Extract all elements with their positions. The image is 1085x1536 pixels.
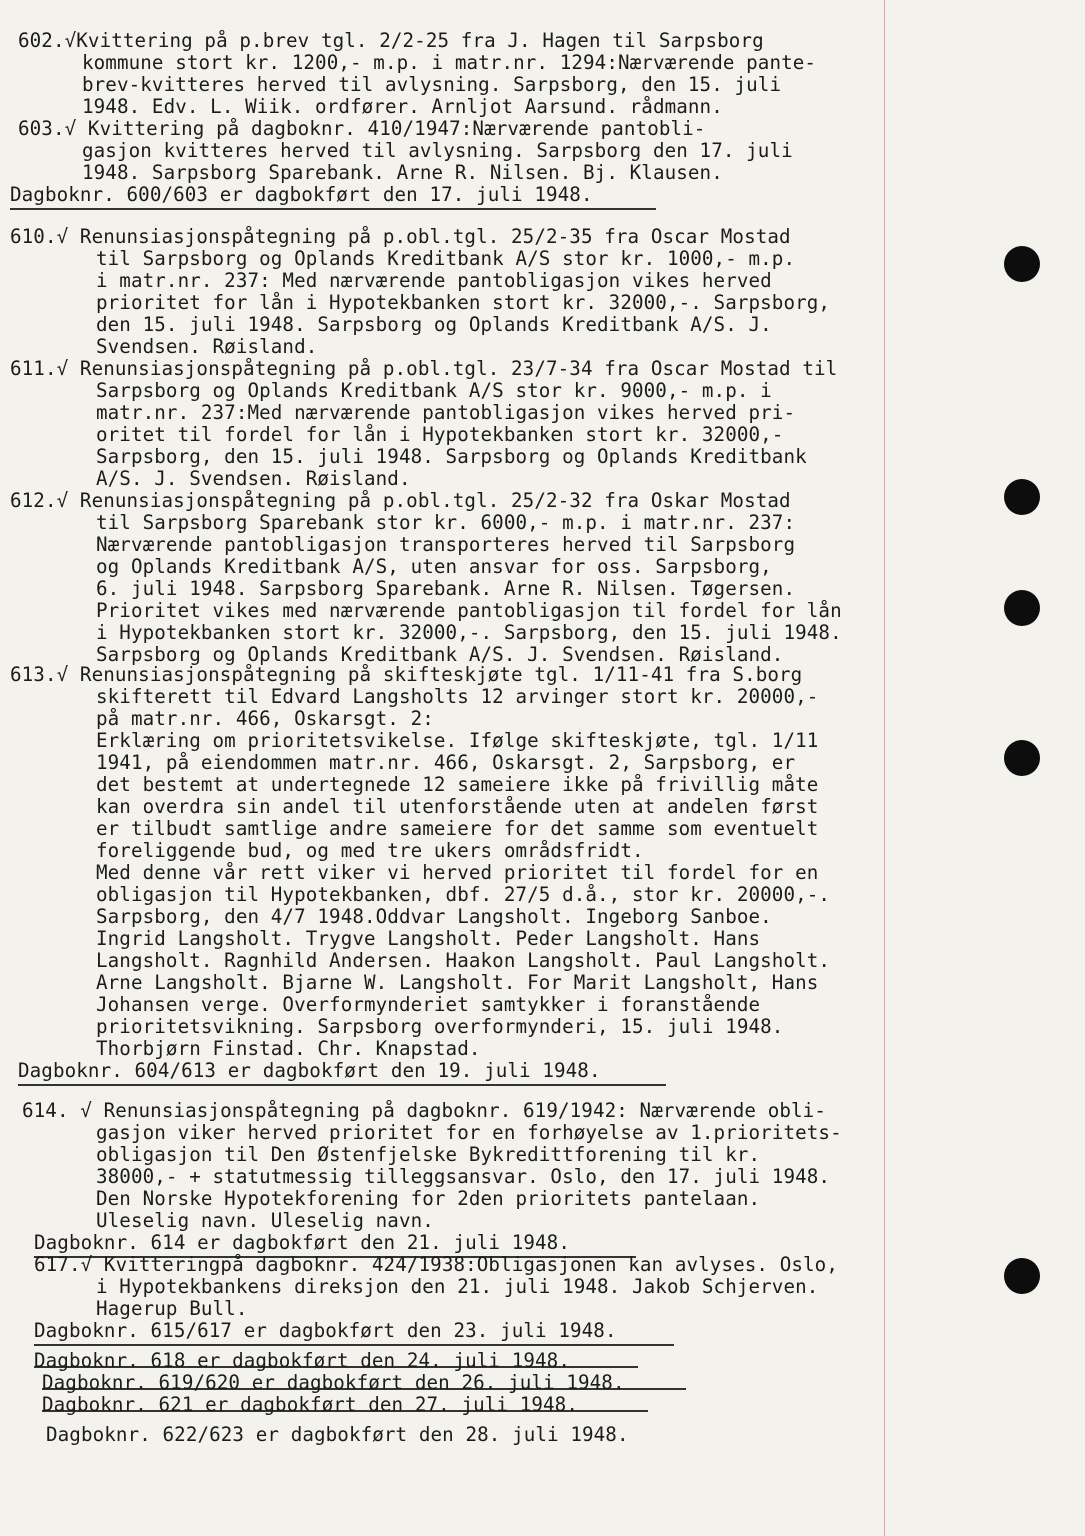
text-line: 611.√ Renunsiasjonspåtegning på p.obl.tgl. 23/7-34 fra Oscar Mostad til — [10, 357, 838, 380]
text-line: og Oplands Kreditbank A/S, uten ansvar for oss. Sarpsborg, — [96, 555, 772, 578]
margin-line — [884, 0, 885, 1536]
text-line: obligasjon til Hypotekbanken, dbf. 27/5 d.å., stor kr. 20000,-. — [96, 883, 831, 906]
text-line: 613.√ Renunsiasjonspåtegning på skifteskjøte tgl. 1/11-41 fra S.borg — [10, 663, 803, 686]
text-line: Med denne vår rett viker vi herved prioritet til fordel for en — [96, 861, 819, 884]
punch-hole — [1004, 246, 1040, 282]
text-line: 614. √ Renunsiasjonspåtegning på dagboknr. 619/1942: Nærværende obli- — [22, 1099, 826, 1122]
text-line: Prioritet vikes med nærværende pantobligasjon til fordel for lån — [96, 599, 842, 622]
punch-hole — [1004, 479, 1040, 515]
text-line: Svendsen. Røisland. — [96, 335, 318, 358]
entry-separator — [18, 1084, 666, 1086]
entry-separator — [10, 208, 656, 210]
text-line: Dagboknr. 621 er dagbokført den 27. juli 1948. — [42, 1393, 578, 1416]
text-line: 612.√ Renunsiasjonspåtegning på p.obl.tgl. 25/2-32 fra Oskar Mostad — [10, 489, 791, 512]
text-line: 1941, på eiendommen matr.nr. 466, Oskarsgt. 2, Sarpsborg, er — [96, 751, 796, 774]
text-line: foreliggende bud, og med tre ukers områdsfridt. — [96, 839, 644, 862]
text-line: Sarpsborg, den 4/7 1948.Oddvar Langsholt. Ingeborg Sanboe. — [96, 905, 772, 928]
text-line: Dagboknr. 614 er dagbokført den 21. juli 1948. — [34, 1231, 570, 1254]
text-line: kommune stort kr. 1200,- m.p. i matr.nr. 1294:Nærværende pante- — [82, 51, 817, 74]
punch-hole — [1004, 590, 1040, 626]
text-line: Arne Langsholt. Bjarne W. Langsholt. For Marit Langsholt, Hans — [96, 971, 819, 994]
text-line: i Hypotekbanken stort kr. 32000,-. Sarpsborg, den 15. juli 1948. — [96, 621, 842, 644]
text-line: Nærværende pantobligasjon transporteres herved til Sarpsborg — [96, 533, 796, 556]
text-line: er tilbudt samtlige andre sameiere for det samme som eventuelt — [96, 817, 819, 840]
text-line: Langsholt. Ragnhild Andersen. Haakon Langsholt. Paul Langsholt. — [96, 949, 831, 972]
text-line: Sarpsborg og Oplands Kreditbank A/S. J. Svendsen. Røisland. — [96, 643, 784, 666]
text-line: til Sarpsborg og Oplands Kreditbank A/S stor kr. 1000,- m.p. — [96, 247, 796, 270]
text-line: matr.nr. 237:Med nærværende pantobligasjon vikes herved pri- — [96, 401, 796, 424]
text-line: Thorbjørn Finstad. Chr. Knapstad. — [96, 1037, 481, 1060]
text-line: den 15. juli 1948. Sarpsborg og Oplands Kreditbank A/S. J. — [96, 313, 772, 336]
text-line: oritet til fordel for lån i Hypotekbanken stort kr. 32000,- — [96, 423, 784, 446]
punch-hole — [1004, 1258, 1040, 1294]
punch-hole — [1004, 740, 1040, 776]
text-line: obligasjon til Den Østenfjelske Bykredittforening til kr. — [96, 1143, 761, 1166]
text-line: Dagboknr. 600/603 er dagbokført den 17. juli 1948. — [10, 183, 593, 206]
text-line: kan overdra sin andel til utenforstående uten at andelen først — [96, 795, 819, 818]
text-line: Erklæring om prioritetsvikelse. Ifølge skifteskjøte, tgl. 1/11 — [96, 729, 819, 752]
text-line: Dagboknr. 618 er dagbokført den 24. juli 1948. — [34, 1349, 570, 1372]
text-line: 1948. Edv. L. Wiik. ordfører. Arnljot Aarsund. rådmann. — [82, 95, 723, 118]
text-line: det bestemt at undertegnede 12 sameiere ikke på frivillig måte — [96, 773, 819, 796]
text-line: 617.√ Kvitteringpå dagboknr. 424/1938:Obligasjonen kan avlyses. Oslo, — [34, 1253, 838, 1276]
text-line: Den Norske Hypotekforening for 2den prioritets pantelaan. — [96, 1187, 761, 1210]
text-line: 6. juli 1948. Sarpsborg Sparebank. Arne R. Nilsen. Tøgersen. — [96, 577, 796, 600]
text-line: 38000,- + statutmessig tilleggsansvar. Oslo, den 17. juli 1948. — [96, 1165, 831, 1188]
text-line: A/S. J. Svendsen. Røisland. — [96, 467, 411, 490]
text-line: skifterett til Edvard Langsholts 12 arvinger stort kr. 20000,- — [96, 685, 819, 708]
text-line: Dagboknr. 622/623 er dagbokført den 28. juli 1948. — [46, 1423, 629, 1446]
text-line: Hagerup Bull. — [96, 1297, 248, 1320]
text-line: prioritet for lån i Hypotekbanken stort kr. 32000,-. Sarpsborg, — [96, 291, 831, 314]
text-line: Dagboknr. 619/620 er dagbokført den 26. juli 1948. — [42, 1371, 625, 1394]
text-line: prioritetsvikning. Sarpsborg overformynderi, 15. juli 1948. — [96, 1015, 784, 1038]
text-line: brev-kvitteres herved til avlysning. Sarpsborg, den 15. juli — [82, 73, 782, 96]
text-line: på matr.nr. 466, Oskarsgt. 2: — [96, 707, 434, 730]
entry-separator — [34, 1344, 674, 1346]
text-line: Uleselig navn. Uleselig navn. — [96, 1209, 434, 1232]
text-line: gasjon kvitteres herved til avlysning. Sarpsborg den 17. juli — [82, 139, 793, 162]
text-line: Sarpsborg og Oplands Kreditbank A/S stor kr. 9000,- m.p. i — [96, 379, 772, 402]
text-line: Johansen verge. Overformynderiet samtykker i foranstående — [96, 993, 761, 1016]
text-line: 1948. Sarpsborg Sparebank. Arne R. Nilsen. Bj. Klausen. — [82, 161, 723, 184]
text-line: Ingrid Langsholt. Trygve Langsholt. Peder Langsholt. Hans — [96, 927, 761, 950]
text-line: gasjon viker herved prioritet for en forhøyelse av 1.prioritets- — [96, 1121, 842, 1144]
text-line: i matr.nr. 237: Med nærværende pantobligasjon vikes herved — [96, 269, 772, 292]
text-line: Sarpsborg, den 15. juli 1948. Sarpsborg og Oplands Kreditbank — [96, 445, 807, 468]
text-line: i Hypotekbankens direksjon den 21. juli 1948. Jakob Schjerven. — [96, 1275, 819, 1298]
text-line: 602.√Kvittering på p.brev tgl. 2/2-25 fra J. Hagen til Sarpsborg — [18, 29, 764, 52]
text-line: 603.√ Kvittering på dagboknr. 410/1947:Nærværende pantobli- — [18, 117, 706, 140]
text-line: til Sarpsborg Sparebank stor kr. 6000,- m.p. i matr.nr. 237: — [96, 511, 796, 534]
text-line: 610.√ Renunsiasjonspåtegning på p.obl.tgl. 25/2-35 fra Oscar Mostad — [10, 225, 791, 248]
text-line: Dagboknr. 604/613 er dagbokført den 19. juli 1948. — [18, 1059, 601, 1082]
text-line: Dagboknr. 615/617 er dagbokført den 23. juli 1948. — [34, 1319, 617, 1342]
